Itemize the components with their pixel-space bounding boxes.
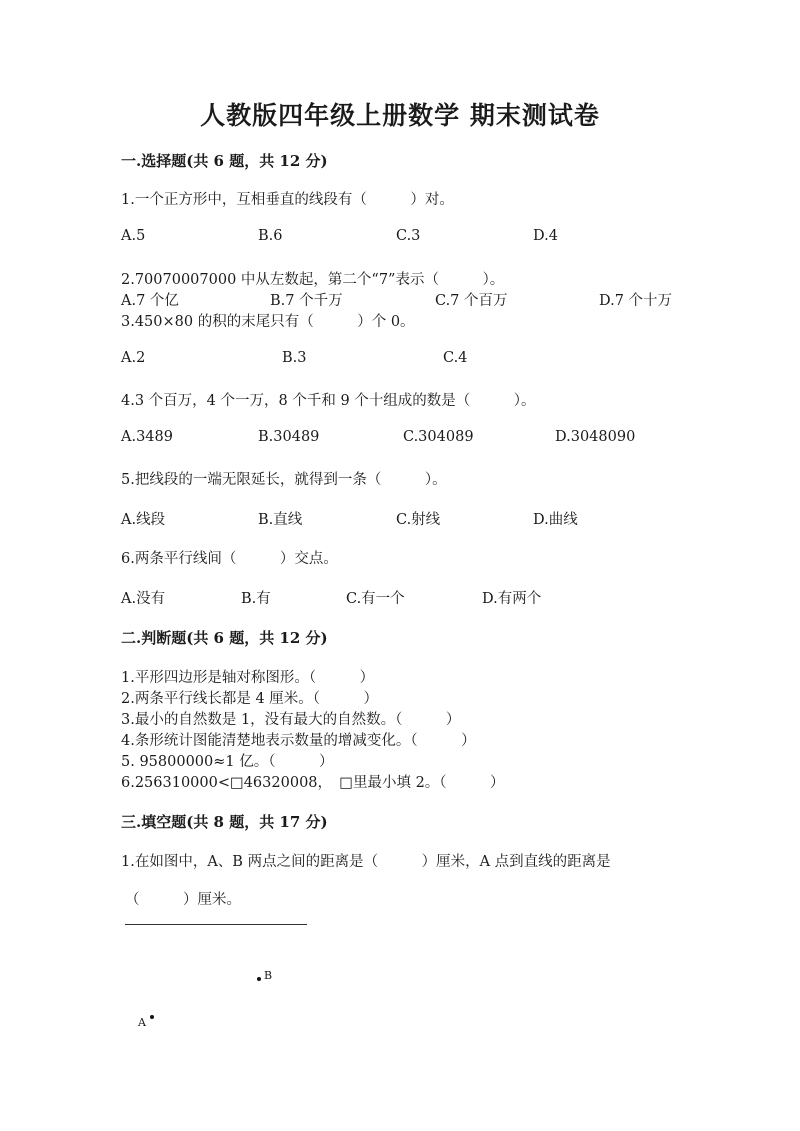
option-c: C.3 xyxy=(396,228,421,244)
option-c: C.4 xyxy=(443,350,468,366)
question-text: 1.平形四边形是轴对称图形。（ ） xyxy=(121,670,375,686)
question-text: 4.3 个百万，4 个一万，8 个千和 9 个十组成的数是（ ）。 xyxy=(121,393,536,409)
option-d: D.3048090 xyxy=(555,429,636,445)
question-text: 5. 95800000≈1 亿。（ ） xyxy=(121,754,334,770)
question-text: 6.两条平行线间（ ）交点。 xyxy=(121,551,338,567)
point-b-dot xyxy=(257,977,261,981)
option-a: A.线段 xyxy=(121,512,166,528)
question-text: 2.两条平行线长都是 4 厘米。（ ） xyxy=(121,691,379,707)
section-heading-judgement: 二.判断题(共 6 题，共 12 分) xyxy=(121,629,328,647)
option-a: A.7 个亿 xyxy=(121,293,179,309)
option-c: C.304089 xyxy=(403,429,474,445)
option-a: A.2 xyxy=(121,350,146,366)
question-text: 3.最小的自然数是 1，没有最大的自然数。（ ） xyxy=(121,712,461,728)
option-d: D.曲线 xyxy=(533,512,578,528)
option-b: B.7 个千万 xyxy=(270,293,343,309)
option-b: B.6 xyxy=(258,228,283,244)
option-b: B.有 xyxy=(241,591,271,607)
option-c: C.射线 xyxy=(396,512,441,528)
page-title: 人教版四年级上册数学 期末测试卷 xyxy=(200,101,600,130)
question-text: 6.256310000<□46320008， □里最小填 2。（ ） xyxy=(121,775,505,791)
question-text-continued: （ ）厘米。 xyxy=(125,892,241,908)
option-b: B.30489 xyxy=(258,429,320,445)
point-a-dot xyxy=(150,1015,154,1019)
option-a: A.3489 xyxy=(121,429,173,445)
option-b: B.3 xyxy=(282,350,307,366)
section-heading-fill-blank: 三.填空题(共 8 题，共 17 分) xyxy=(121,813,328,831)
question-text: 5.把线段的一端无限延长，就得到一条（ ）。 xyxy=(121,472,447,488)
option-a: A.5 xyxy=(121,228,146,244)
straight-line xyxy=(125,924,307,925)
point-b-label: B xyxy=(264,969,273,982)
option-b: B.直线 xyxy=(258,512,303,528)
question-text: 4.条形统计图能清楚地表示数量的增减变化。（ ） xyxy=(121,733,476,749)
option-c: C.有一个 xyxy=(346,591,405,607)
option-d: D.7 个十万 xyxy=(599,293,673,309)
question-text: 1.在如图中，A、B 两点之间的距离是（ ）厘米，A 点到直线的距离是 xyxy=(121,854,611,870)
point-a-label: A xyxy=(138,1016,146,1029)
question-text: 1.一个正方形中，互相垂直的线段有（ ）对。 xyxy=(121,192,454,208)
option-c: C.7 个百万 xyxy=(435,293,508,309)
option-d: D.有两个 xyxy=(482,591,542,607)
question-text: 3.450×80 的积的末尾只有（ ）个 0。 xyxy=(121,314,415,330)
section-heading-choice: 一.选择题(共 6 题，共 12 分) xyxy=(121,152,328,170)
option-a: A.没有 xyxy=(121,591,166,607)
question-text: 2.70070007000 中从左数起，第二个“7”表示（ ）。 xyxy=(121,272,505,288)
option-d: D.4 xyxy=(533,228,558,244)
